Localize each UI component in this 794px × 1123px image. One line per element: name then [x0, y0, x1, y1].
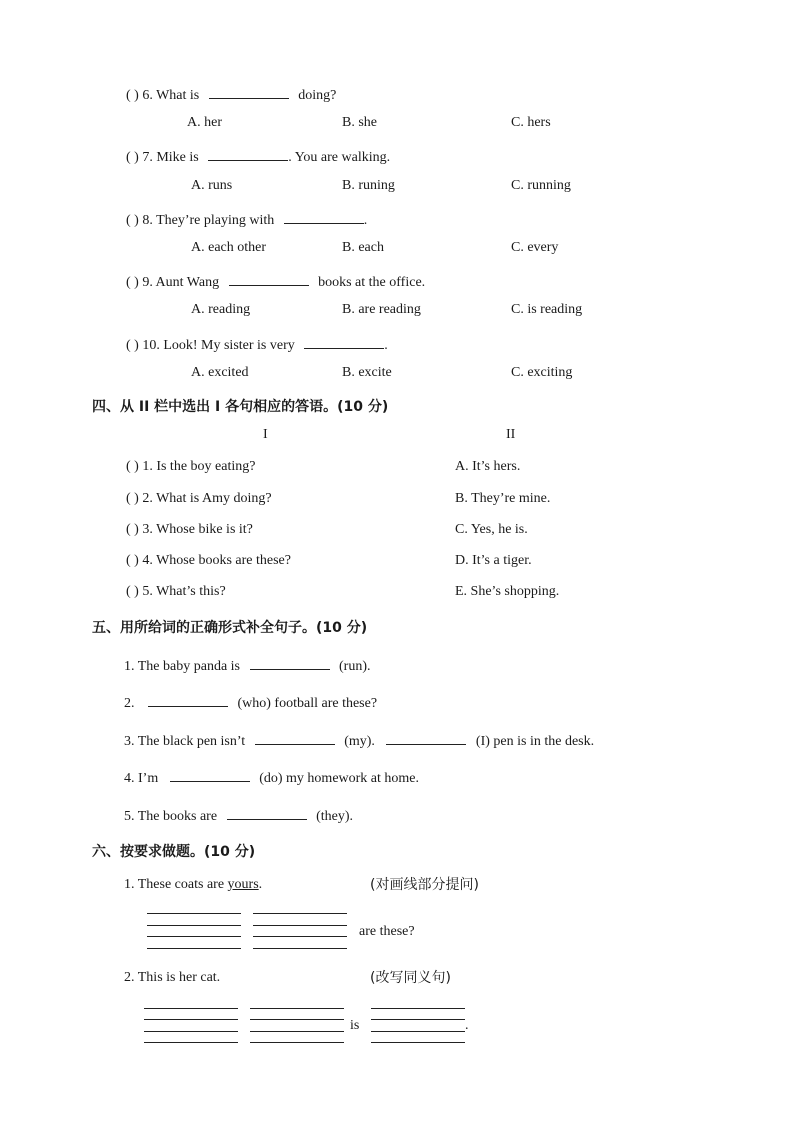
- match-question-4: ( ) 4. Whose books are these?: [126, 553, 291, 568]
- match-answer-e: E. She’s shopping.: [455, 584, 560, 599]
- answer-blank[interactable]: [250, 655, 330, 670]
- question-tail: are these?: [359, 924, 415, 939]
- question-word-is: is: [350, 1018, 360, 1033]
- option-b: B. excite: [342, 365, 392, 380]
- writing-line[interactable]: [147, 948, 241, 949]
- writing-line[interactable]: [371, 1031, 465, 1032]
- answer-blank[interactable]: [386, 730, 466, 745]
- transform-question-2: 2. This is her cat.: [124, 970, 221, 985]
- match-answer-d: D. It’s a tiger.: [455, 553, 532, 568]
- question-text: .: [384, 338, 388, 353]
- underlined-word: yours: [227, 877, 259, 892]
- answer-blank[interactable]: [255, 730, 335, 745]
- fill-question-4: [124, 767, 419, 788]
- question-period: .: [465, 1018, 469, 1033]
- option-b: B. are reading: [342, 302, 421, 317]
- transform-question-1: [124, 876, 262, 894]
- match-answer-b: B. They’re mine.: [455, 491, 551, 506]
- fill-question-1: [124, 655, 371, 676]
- question-text: books at the office.: [318, 275, 426, 290]
- answer-blank[interactable]: [208, 146, 288, 161]
- writing-line[interactable]: [144, 1031, 238, 1032]
- writing-line[interactable]: [371, 1042, 465, 1043]
- writing-line[interactable]: [253, 925, 347, 926]
- writing-line[interactable]: [144, 1042, 238, 1043]
- question-text: ( ) 6. What is: [126, 88, 200, 103]
- writing-line[interactable]: [253, 913, 347, 914]
- option-a: A. her: [187, 115, 222, 130]
- match-question-3: ( ) 3. Whose bike is it?: [126, 522, 253, 537]
- option-a: A. reading: [191, 302, 251, 317]
- writing-line[interactable]: [147, 925, 241, 926]
- question-text: ( ) 8. They’re playing with: [126, 213, 275, 228]
- match-question-1: ( ) 1. Is the boy eating?: [126, 459, 256, 474]
- match-question-2: ( ) 2. What is Amy doing?: [126, 491, 272, 506]
- section-5-title: 五、用所给词的正确形式补全句子。(10 分): [92, 620, 368, 636]
- answer-blank[interactable]: [209, 84, 289, 99]
- writing-line[interactable]: [144, 1008, 238, 1009]
- answer-blank[interactable]: [304, 334, 384, 349]
- writing-line[interactable]: [253, 936, 347, 937]
- column-header-i: I: [263, 427, 268, 442]
- question-text: 2.: [124, 696, 135, 711]
- section-6-title: 六、按要求做题。(10 分): [92, 844, 256, 860]
- option-a: A. excited: [191, 365, 249, 380]
- question-text: 4. I’m: [124, 771, 159, 786]
- option-b: B. runing: [342, 178, 395, 193]
- option-c: C. every: [511, 240, 559, 255]
- answer-blank[interactable]: [229, 271, 309, 286]
- question-text: (my).: [344, 734, 375, 749]
- option-c: C. is reading: [511, 302, 583, 317]
- question-text: (run).: [339, 659, 371, 674]
- mc-question-10: [126, 334, 388, 355]
- option-c: C. hers: [511, 115, 551, 130]
- writing-line[interactable]: [147, 913, 241, 914]
- option-c: C. exciting: [511, 365, 573, 380]
- writing-line[interactable]: [371, 1008, 465, 1009]
- writing-line[interactable]: [147, 936, 241, 937]
- instruction-note: (改写同义句): [370, 970, 451, 986]
- fill-question-2: [124, 692, 377, 713]
- answer-blank[interactable]: [227, 805, 307, 820]
- answer-blank[interactable]: [170, 767, 250, 782]
- mc-question-8: [126, 209, 367, 230]
- mc-question-7: [126, 146, 390, 167]
- match-answer-c: C. Yes, he is.: [455, 522, 528, 537]
- question-text: 1. The baby panda is: [124, 659, 240, 674]
- question-text: . You are walking.: [288, 150, 391, 165]
- question-text: 1. These coats are: [124, 877, 225, 892]
- option-a: A. runs: [191, 178, 233, 193]
- fill-question-5: [124, 805, 353, 826]
- writing-line[interactable]: [250, 1042, 344, 1043]
- question-text: (they).: [316, 809, 353, 824]
- match-question-5: ( ) 5. What’s this?: [126, 584, 226, 599]
- answer-blank[interactable]: [284, 209, 364, 224]
- question-text: (who) football are these?: [237, 696, 378, 711]
- question-text: 3. The black pen isn’t: [124, 734, 246, 749]
- section-4-title: 四、从 II 栏中选出 I 各句相应的答语。(10 分): [92, 399, 389, 415]
- question-text: ( ) 7. Mike is: [126, 150, 199, 165]
- writing-line[interactable]: [144, 1019, 238, 1020]
- option-b: B. she: [342, 115, 377, 130]
- question-text: .: [258, 877, 263, 892]
- writing-line[interactable]: [253, 948, 347, 949]
- mc-question-6: [126, 84, 336, 105]
- option-c: C. running: [511, 178, 571, 193]
- answer-blank[interactable]: [148, 692, 228, 707]
- instruction-note: (对画线部分提问): [370, 877, 479, 893]
- option-a: A. each other: [191, 240, 267, 255]
- question-text: (I) pen is in the desk.: [475, 734, 595, 749]
- question-text: ( ) 9. Aunt Wang: [126, 275, 220, 290]
- question-text: .: [363, 213, 368, 228]
- writing-line[interactable]: [371, 1019, 465, 1020]
- writing-line[interactable]: [250, 1008, 344, 1009]
- mc-question-9: [126, 271, 425, 292]
- match-answer-a: A. It’s hers.: [455, 459, 521, 474]
- option-b: B. each: [342, 240, 384, 255]
- writing-line[interactable]: [250, 1019, 344, 1020]
- question-text: ( ) 10. Look! My sister is very: [126, 338, 295, 353]
- column-header-ii: II: [506, 427, 516, 442]
- fill-question-3: [124, 730, 594, 751]
- question-text: (do) my homework at home.: [259, 771, 420, 786]
- writing-line[interactable]: [250, 1031, 344, 1032]
- question-text: 5. The books are: [124, 809, 218, 824]
- question-text: doing?: [298, 88, 337, 103]
